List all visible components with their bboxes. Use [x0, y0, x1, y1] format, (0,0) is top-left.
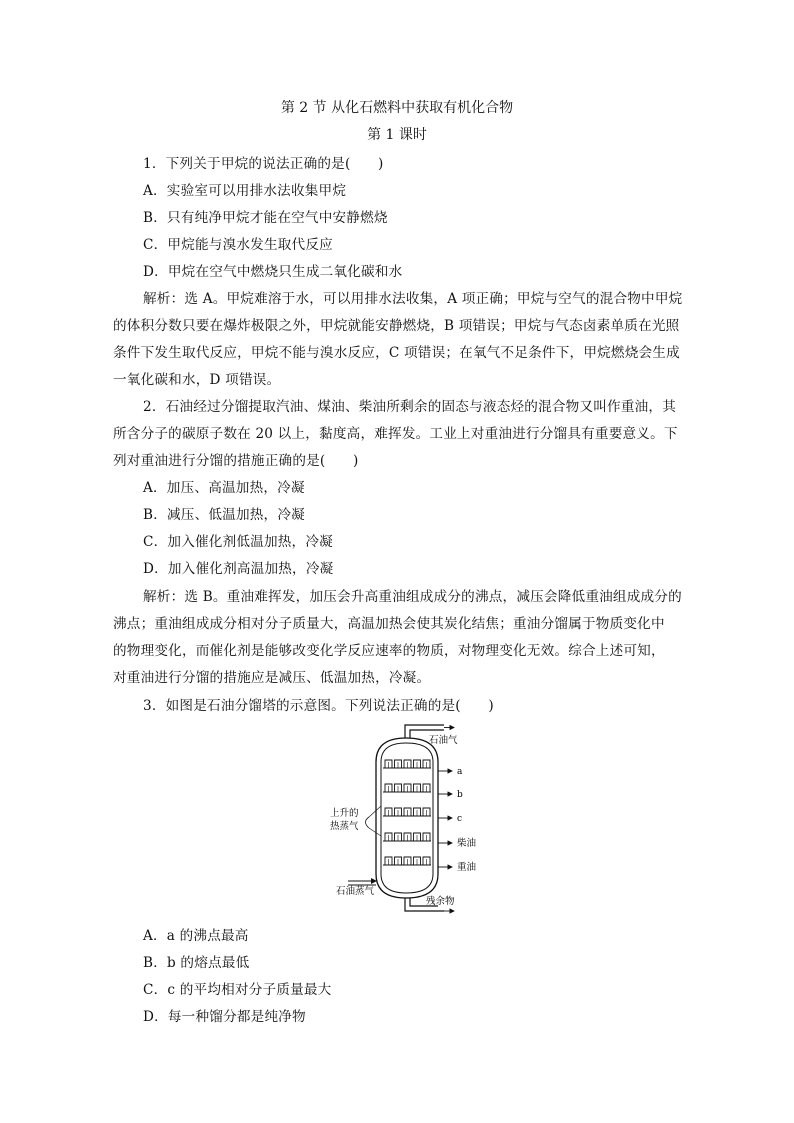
residue-label: 残余物: [426, 896, 455, 907]
q2-analysis-line: 对重油进行分馏的措施应是减压、低温加热，冷凝。: [113, 670, 431, 686]
q3-option-b: B．b 的熔点最低: [143, 955, 250, 971]
q1-analysis-line: 一氧化碳和水，D 项错误。: [113, 372, 281, 388]
q2-analysis-line: 的物理变化，而催化剂是能够改变化学反应速率的物质，对物理变化无效。综合上述可知，: [113, 643, 665, 659]
q3-option-d: D．每一种馏分都是纯净物: [143, 1009, 306, 1025]
side-outlets: [438, 771, 452, 867]
q2-option-d: D．加入催化剂高温加热，冷凝: [143, 561, 334, 577]
q1-analysis-line: 解析：选 A。甲烷难溶于水，可以用排水法收集，A 项正确；甲烷与空气的混合物中甲烷: [143, 291, 683, 307]
q2-stem-line: 列对重油进行分馏的措施正确的是( ): [113, 453, 359, 469]
outlet-label-c: c: [457, 814, 463, 824]
q3-stem: 3．如图是石油分馏塔的示意图。下列说法正确的是( ): [143, 698, 494, 714]
q1-option-d: D．甲烷在空气中燃烧只生成二氧化碳和水: [143, 264, 403, 280]
q2-option-b: B．减压、低温加热，冷凝: [143, 507, 305, 523]
q1-analysis-line: 条件下发生取代反应，甲烷不能与溴水反应，C 项错误；在氧气不足条件下，甲烷燃烧会生成: [113, 345, 680, 361]
section-title: 第 2 节 从化石燃料中获取有机化合物: [280, 100, 514, 116]
q2-option-c: C．加入催化剂低温加热，冷凝: [143, 534, 333, 550]
q1-option-c: C．甲烷能与溴水发生取代反应: [143, 237, 333, 253]
q1-option-a: A．实验室可以用排水法收集甲烷: [143, 183, 347, 199]
column-trays: [383, 760, 431, 865]
rising-vapor-label-1: 上升的: [330, 808, 359, 819]
q3-option-c: C．c 的平均相对分子质量最大: [143, 982, 332, 998]
rising-vapor-label-2: 热蒸气: [330, 821, 359, 832]
q2-stem-line: 2．石油经过分馏提取汽油、煤油、柴油所剩余的固态与液态烃的混合物又叫作重油，其: [143, 399, 677, 415]
q2-analysis-line: 沸点；重油组成成分相对分子质量大，高温加热会使其炭化结焦；重油分馏属于物质变化中: [113, 616, 665, 632]
outlet-label-b: b: [457, 790, 463, 800]
q1-stem: 1．下列关于甲烷的说法正确的是( ): [143, 156, 384, 172]
outlet-label-a: a: [457, 767, 463, 777]
outlet-label-heavy-oil: 重油: [457, 862, 477, 873]
distillation-tower-diagram: [326, 718, 486, 914]
inlet-label: 石油蒸气: [336, 886, 375, 897]
q1-analysis-line: 的体积分数只要在爆炸极限之外，甲烷就能安静燃烧，B 项错误；甲烷与气态卤素单质在光照: [113, 318, 680, 334]
q1-option-b: B．只有纯净甲烷才能在空气中安静燃烧: [143, 210, 388, 226]
q2-option-a: A．加压、高温加热，冷凝: [143, 480, 305, 496]
q3-option-a: A．a 的沸点最高: [143, 928, 249, 944]
outlet-label-diesel: 柴油: [457, 838, 477, 849]
q2-stem-line: 所含分子的碳原子数在 20 以上，黏度高，难挥发。工业上对重油进行分馏具有重要意义。下: [113, 426, 678, 442]
q2-analysis-line: 解析：选 B。重油难挥发，加压会升高重油组成成分的沸点，减压会降低重油组成成分的: [143, 589, 682, 605]
lesson-subtitle: 第 1 课时: [367, 127, 427, 143]
top-gas-label: 石油气: [429, 735, 458, 746]
